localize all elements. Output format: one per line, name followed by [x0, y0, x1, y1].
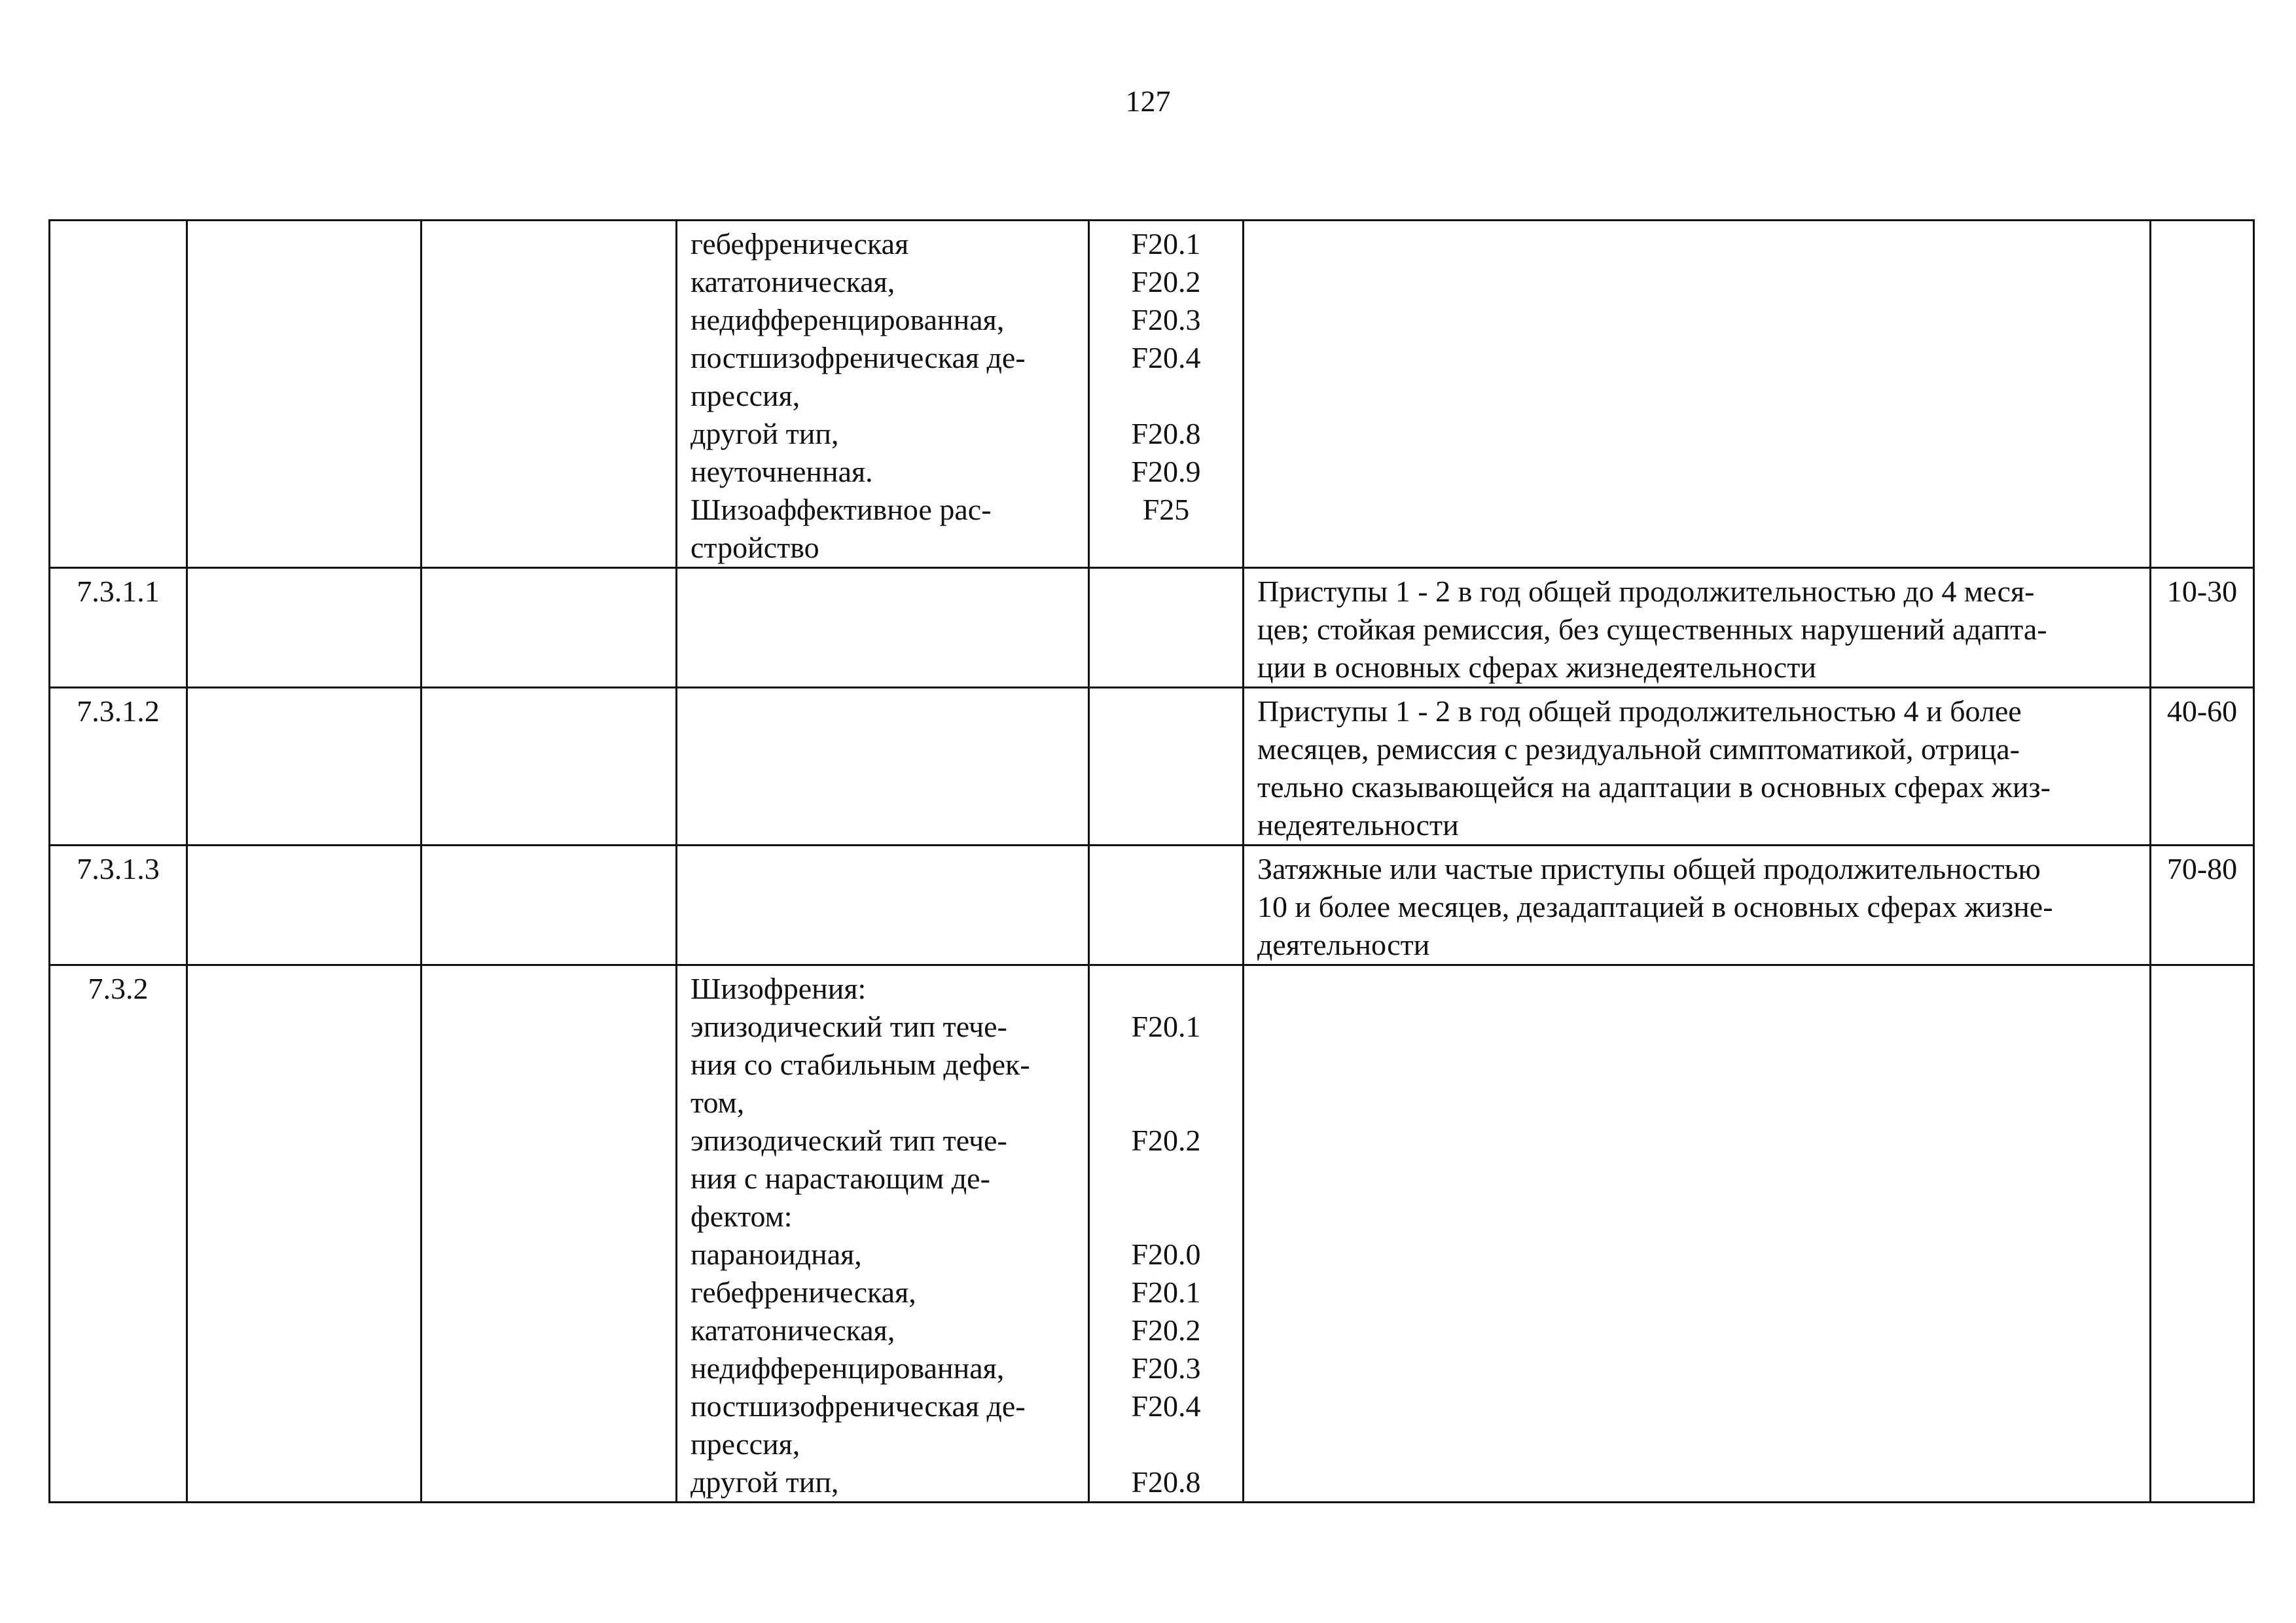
empty-cell [422, 221, 677, 568]
percent-cell [2151, 965, 2254, 1503]
percent-range: 40-60 [2166, 694, 2238, 728]
diagnosis-line: кататоническая, [691, 1313, 895, 1347]
description-line: тельно сказывающейся на адаптации в основных сферах жиз- [1257, 770, 2051, 804]
icd-code: F20.2 [1131, 1313, 1201, 1347]
icd-code [1103, 1084, 1229, 1122]
icd-code: F20.4 [1131, 1389, 1201, 1423]
diagnosis-cell [677, 846, 1089, 965]
empty-cell [187, 688, 422, 846]
code-cell [50, 568, 187, 688]
table-row [50, 965, 2254, 1503]
description-cell [1244, 846, 2151, 965]
description-line: цев; стойкая ремиссия, без существенных нарушений адапта- [1257, 613, 2047, 646]
description-line: 10 и более месяцев, дезадаптацией в основных сферах жизне- [1257, 890, 2053, 923]
table-row [50, 221, 2254, 568]
empty-cell [422, 965, 677, 1503]
item-code: 7.3.1.2 [77, 694, 160, 728]
diagnosis-line: постшизофреническая де- [691, 341, 1026, 374]
percent-cell [2151, 221, 2254, 568]
percent-range: 10-30 [2166, 575, 2238, 608]
icd-code [1103, 1198, 1229, 1236]
icd-code: F20.3 [1131, 1351, 1201, 1385]
icd-code-cell [1089, 846, 1244, 965]
percent-cell [2151, 568, 2254, 688]
diagnosis-line: прессия, [691, 379, 800, 412]
percent-cell [2151, 688, 2254, 846]
diagnosis-line: том, [691, 1086, 745, 1119]
icd-code-cell [1089, 688, 1244, 846]
diagnosis-line: Шизофрения: [691, 972, 867, 1005]
icd-code: F20.3 [1131, 303, 1201, 336]
item-code: 7.3.1.1 [77, 575, 160, 608]
item-code: 7.3.2 [88, 972, 149, 1005]
description-cell [1244, 965, 2151, 1503]
icd-code: F20.8 [1131, 417, 1201, 450]
diagnosis-cell [677, 965, 1089, 1503]
diagnosis-line: параноидная, [691, 1238, 862, 1271]
icd-code-cell [1089, 221, 1244, 568]
diagnosis-line: ния с нарастающим де- [691, 1162, 990, 1195]
percent-range [2164, 225, 2240, 263]
icd-code-cell [1089, 965, 1244, 1503]
description-cell [1244, 221, 2151, 568]
icd-code [1103, 970, 1229, 1008]
icd-code: F20.1 [1131, 227, 1201, 260]
diagnosis-cell [677, 688, 1089, 846]
empty-cell [422, 568, 677, 688]
diagnosis-line: недифференцированная, [691, 1351, 1005, 1385]
item-code [63, 225, 173, 263]
icd-code [1103, 1046, 1229, 1084]
icd-code: F20.0 [1131, 1238, 1201, 1271]
description-line: Приступы 1 - 2 в год общей продолжительностью до 4 меся- [1257, 575, 2035, 608]
diagnosis-line: стройство [691, 531, 819, 564]
diagnosis-line: кататоническая, [691, 265, 895, 298]
diagnosis-line: гебефреническая [691, 227, 909, 260]
description-line: недеятельности [1257, 808, 1459, 842]
icd-code [1103, 1425, 1229, 1463]
diagnosis-line: другой тип, [691, 417, 839, 450]
icd-code-cell [1089, 568, 1244, 688]
disability-criteria-table [48, 219, 2255, 1503]
diagnosis-line: прессия, [691, 1427, 800, 1461]
description-line: Приступы 1 - 2 в год общей продолжительностью 4 и более [1257, 694, 2022, 728]
empty-cell [187, 221, 422, 568]
item-code: 7.3.1.3 [77, 852, 160, 885]
diagnosis-cell [677, 568, 1089, 688]
table-row [50, 568, 2254, 688]
description-line: месяцев, ремиссия с резидуальной симптоматикой, отрица- [1257, 732, 2020, 766]
page-number: 127 [1125, 84, 1171, 118]
code-cell [50, 221, 187, 568]
diagnosis-line: недифференцированная, [691, 303, 1005, 336]
diagnosis-line: ния со стабильным дефек- [691, 1048, 1030, 1081]
percent-range [2164, 970, 2240, 1008]
description-line: Затяжные или частые приступы общей продолжительностью [1257, 852, 2041, 885]
description-line: деятельности [1257, 928, 1430, 961]
icd-code [1103, 377, 1229, 415]
description-cell [1244, 688, 2151, 846]
code-cell [50, 965, 187, 1503]
icd-code: F20.1 [1131, 1010, 1201, 1043]
empty-cell [187, 846, 422, 965]
diagnosis-line: Шизоаффективное рас- [691, 493, 992, 526]
diagnosis-cell [677, 221, 1089, 568]
icd-code: F20.9 [1131, 455, 1201, 488]
icd-code: F20.2 [1131, 265, 1201, 298]
percent-cell [2151, 846, 2254, 965]
icd-code: F20.1 [1131, 1275, 1201, 1309]
empty-cell [422, 846, 677, 965]
percent-range: 70-80 [2166, 852, 2238, 885]
table-row [50, 846, 2254, 965]
icd-code [1103, 529, 1229, 567]
table-row [50, 688, 2254, 846]
description-line: ции в основных сферах жизнедеятельности [1257, 651, 1816, 684]
description-cell [1244, 568, 2151, 688]
icd-code: F25 [1142, 493, 1190, 526]
icd-code: F20.8 [1131, 1465, 1201, 1499]
diagnosis-line: фектом: [691, 1200, 793, 1233]
diagnosis-line: неуточненная. [691, 455, 873, 488]
empty-cell [187, 568, 422, 688]
code-cell [50, 846, 187, 965]
code-cell [50, 688, 187, 846]
diagnosis-line: постшизофреническая де- [691, 1389, 1026, 1423]
icd-code: F20.2 [1131, 1124, 1201, 1157]
icd-code [1103, 1160, 1229, 1198]
empty-cell [187, 965, 422, 1503]
diagnosis-line: эпизодический тип тече- [691, 1010, 1007, 1043]
diagnosis-line: эпизодический тип тече- [691, 1124, 1007, 1157]
diagnosis-line: другой тип, [691, 1465, 839, 1499]
diagnosis-line: гебефреническая, [691, 1275, 916, 1309]
icd-code: F20.4 [1131, 341, 1201, 374]
empty-cell [422, 688, 677, 846]
